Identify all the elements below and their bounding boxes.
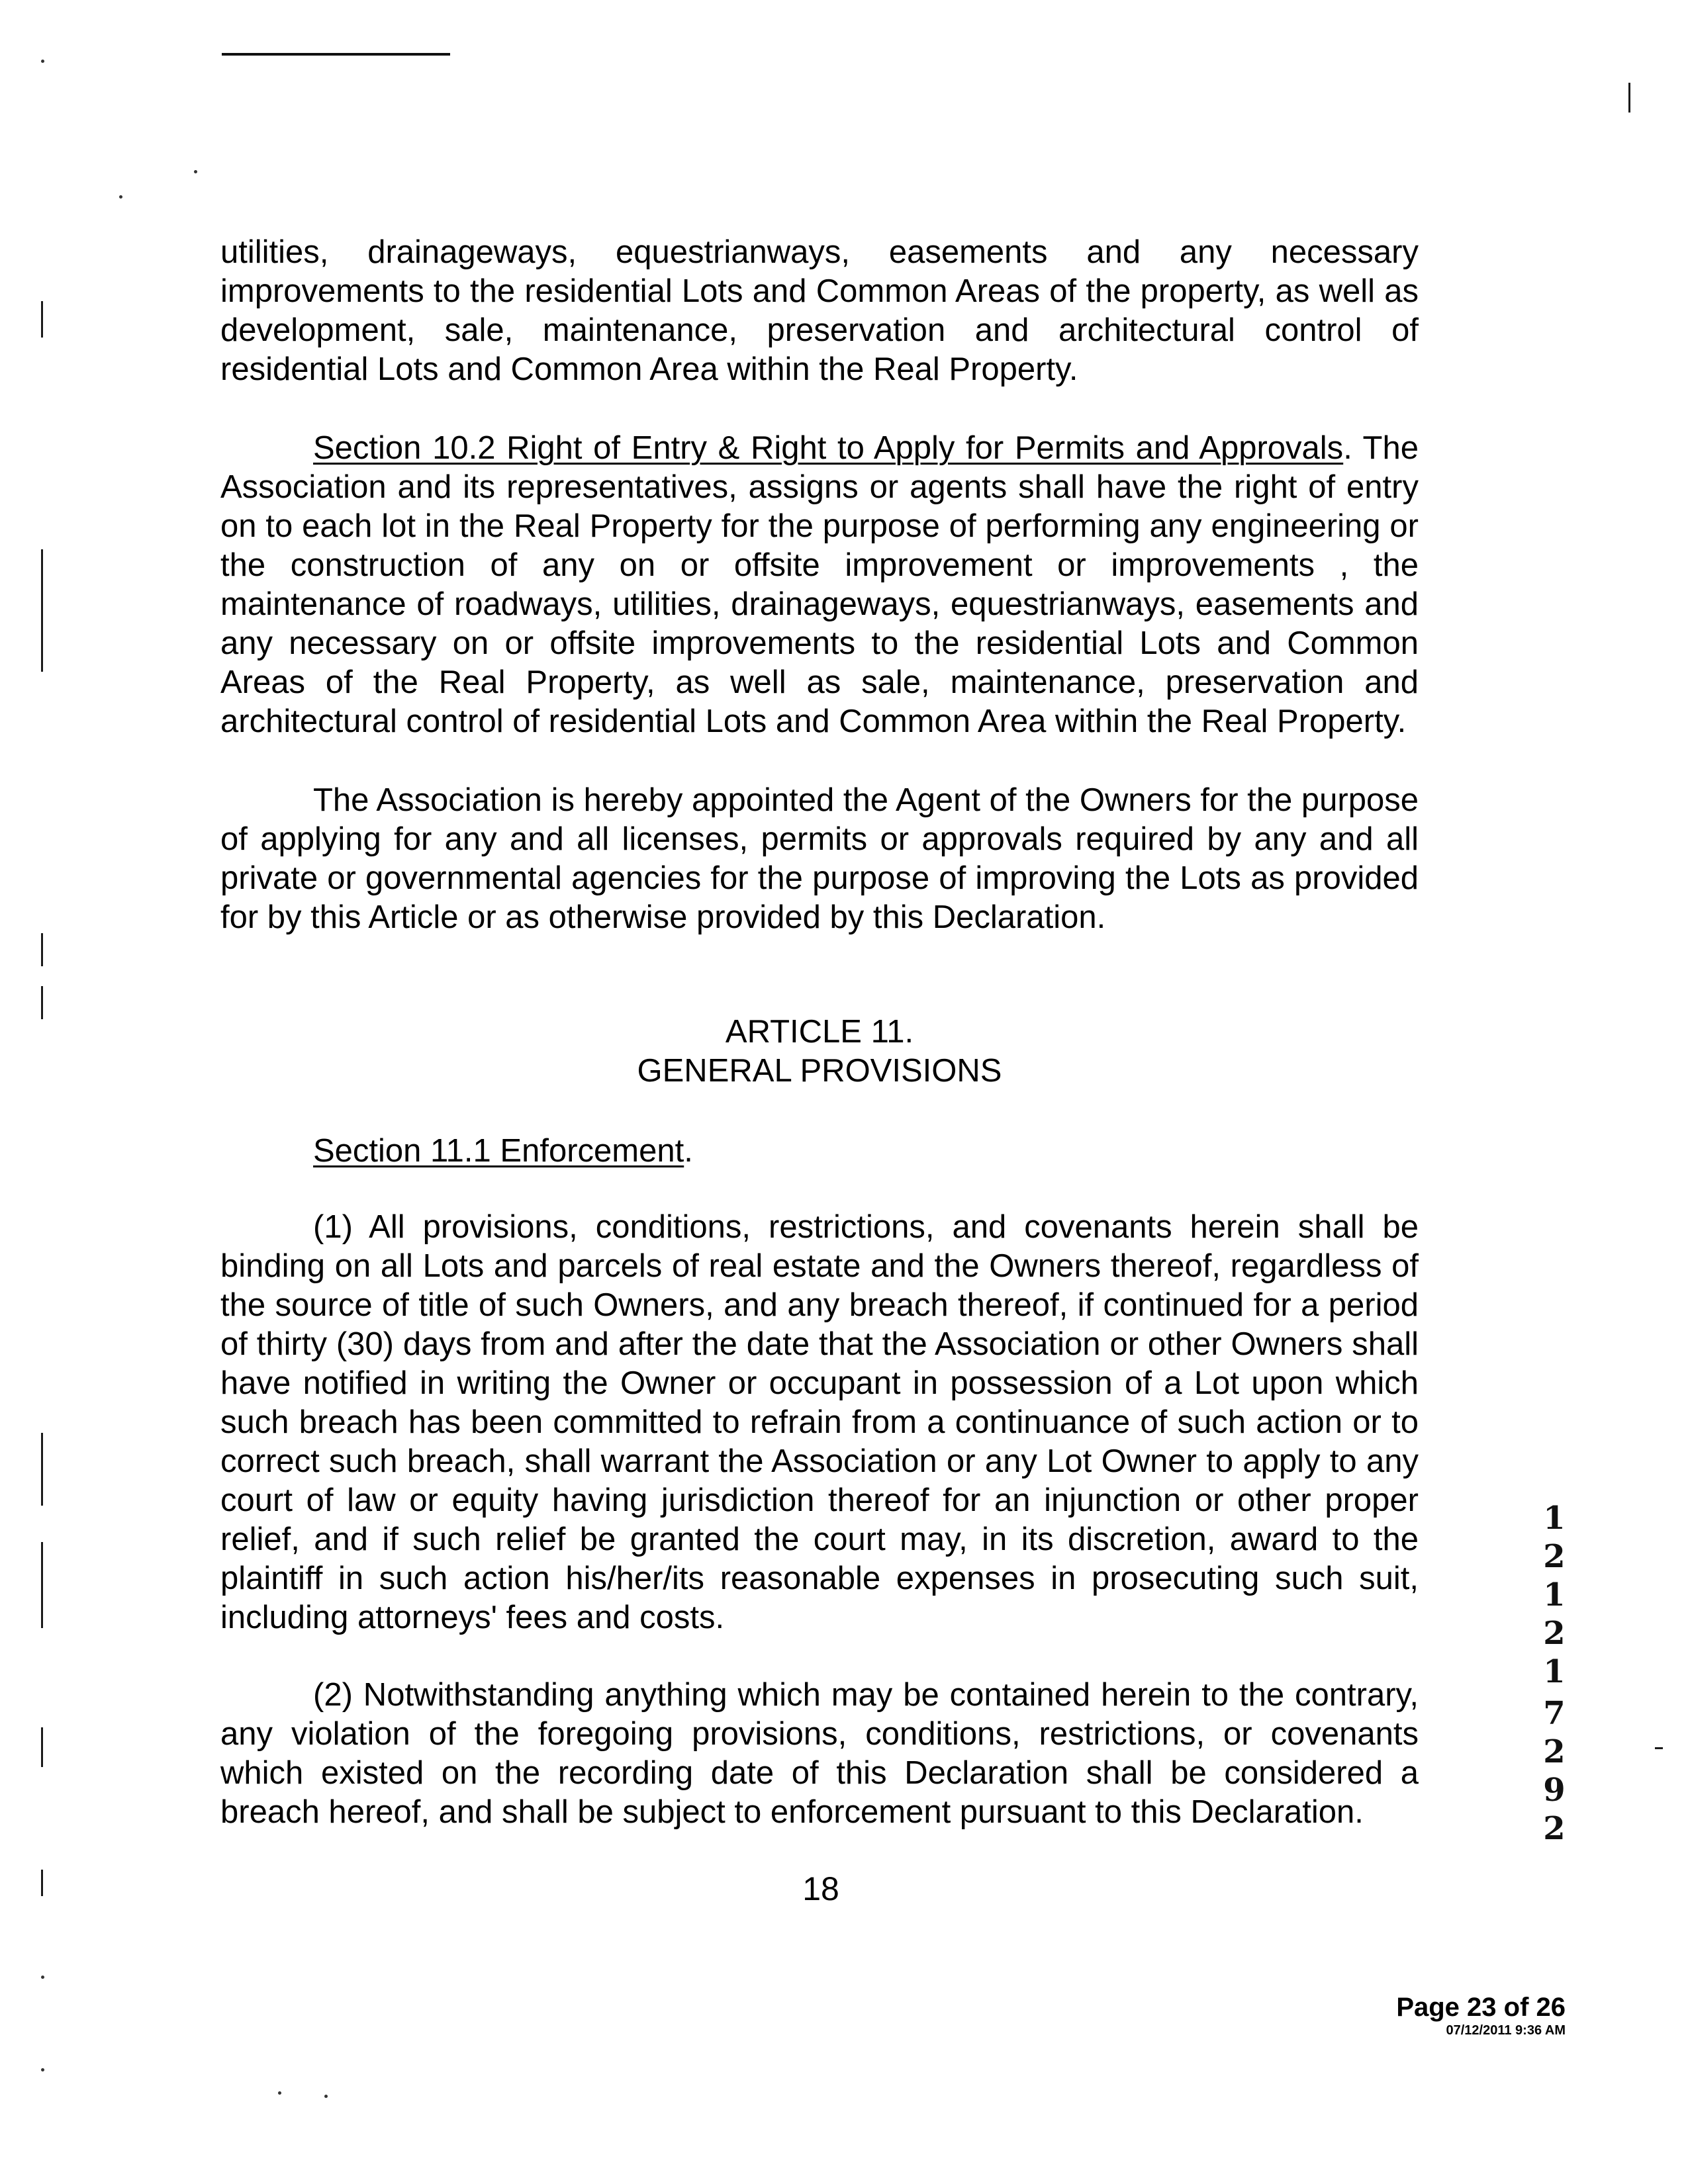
scan-artifact-mark [41,986,43,1019]
section-11-1-heading [313,1132,693,1171]
scan-artifact-mark [41,1433,43,1506]
section-10-2-heading: Section 10.2 Right of Entry & Right to Apply for Permits and Approvals [313,430,1344,466]
recording-number-top [1541,1499,1568,1691]
recording-digit: 1 [1543,1653,1566,1690]
page-stamp-page: Page 23 of 26 [1396,1993,1566,2022]
recording-digit: 9 [1543,1772,1566,1809]
article-title: GENERAL PROVISIONS [637,1053,1002,1089]
scan-artifact-mark [41,1542,43,1628]
recording-digit: 2 [1543,1538,1566,1575]
recording-digit: 1 [1543,1576,1566,1614]
paragraph-agent-appointment: The Association is hereby appointed the Agent of the Owners for the purpose of applying for any and all licenses, permits or approvals required by any and all private or governmental agencies for the purpose of improving the Lots as provided for by this Article or as otherwise provided by this Declaration. [220,782,1419,935]
scan-artifact-dot [194,170,197,173]
scan-artifact-mark [41,301,43,338]
scan-artifact-dot [41,60,44,63]
paragraph-section-10-2 [220,429,1419,741]
recording-digit: 7 [1543,1695,1566,1732]
top-rule-line [222,53,450,56]
page-number: 18 [802,1870,839,1907]
scan-artifact-mark [41,1727,43,1767]
page-stamp [1396,1992,1566,2038]
recording-digit: 2 [1543,1733,1566,1770]
scan-artifact-dot [41,2068,44,2071]
scan-artifact-dot [324,2095,328,2098]
scan-artifact-dot [278,2091,281,2095]
paragraph-enforcement-item-1: (1) All provisions, conditions, restrictions, and covenants herein shall be binding on all Lots and parcels of real estate and the Owners thereof, regardless of the source of title of such Owners, and any breach thereof, if continued for a period of thirty (30) days from and after the date that the Association or other Owners shall have notified in writing the Owner or occupant in possession of a Lot upon which such breach has been committed to refrain from a continuance of such action or to correct such breach, shall warrant the Association or any Lot Owner to apply to any court of law or equity having jurisdiction thereof for an injunction or other proper relief, and if such relief be granted the court may, in its discretion, award to the plaintiff in such action his/her/its reasonable expenses in prosecuting such suit, including attorneys' fees and costs. [220,1209,1419,1635]
scan-artifact-mark [41,549,43,672]
article-number: ARTICLE 11. [725,1014,914,1050]
scan-artifact-mark [1628,83,1630,113]
section-11-1-title-suffix: . [684,1133,693,1169]
recording-number-bottom [1541,1694,1568,1848]
page-stamp-timestamp: 07/12/2011 9:36 AM [1446,2023,1566,2038]
paragraph-utilities-continuation: utilities, drainageways, equestrianways, easements and any necessary improvements to the residential Lots and Common Areas of the property, as well as development, sale, maintenance, preservation and architectural control of residential Lots and Common Area within the Real Property. [220,234,1419,387]
scan-artifact-mark [1655,1747,1663,1749]
scan-artifact-dot [41,1976,44,1979]
section-11-1-title: Section 11.1 Enforcement [313,1133,684,1169]
section-10-2-body: . The Association and its representatives, assigns or agents shall have the right of entry on to each lot in the Real Property for the purpose of performing any engineering or the construction of any on or offsite improvement or improvements , the maintenance of roadways, utilities, drainageways, equestrianways, easements and any necessary on or offsite improvements to the residential Lots and Common Areas of the Real Property, as well as sale, maintenance, preservation and architectural control of residential Lots and Common Area within the Real Property. [220,430,1419,739]
paragraph-enforcement-item-2: (2) Notwithstanding anything which may be contained herein to the contrary, any violation of the foregoing provisions, conditions, restrictions, or covenants which existed on the recording date of this Declaration shall be considered a breach hereof, and shall be subject to enforcement pursuant to this Declaration. [220,1677,1419,1830]
recording-digit: 2 [1543,1615,1566,1652]
recording-digit: 1 [1543,1500,1566,1537]
recording-digit: 2 [1543,1810,1566,1847]
scan-artifact-mark [41,933,43,966]
scan-artifact-dot [119,195,122,199]
